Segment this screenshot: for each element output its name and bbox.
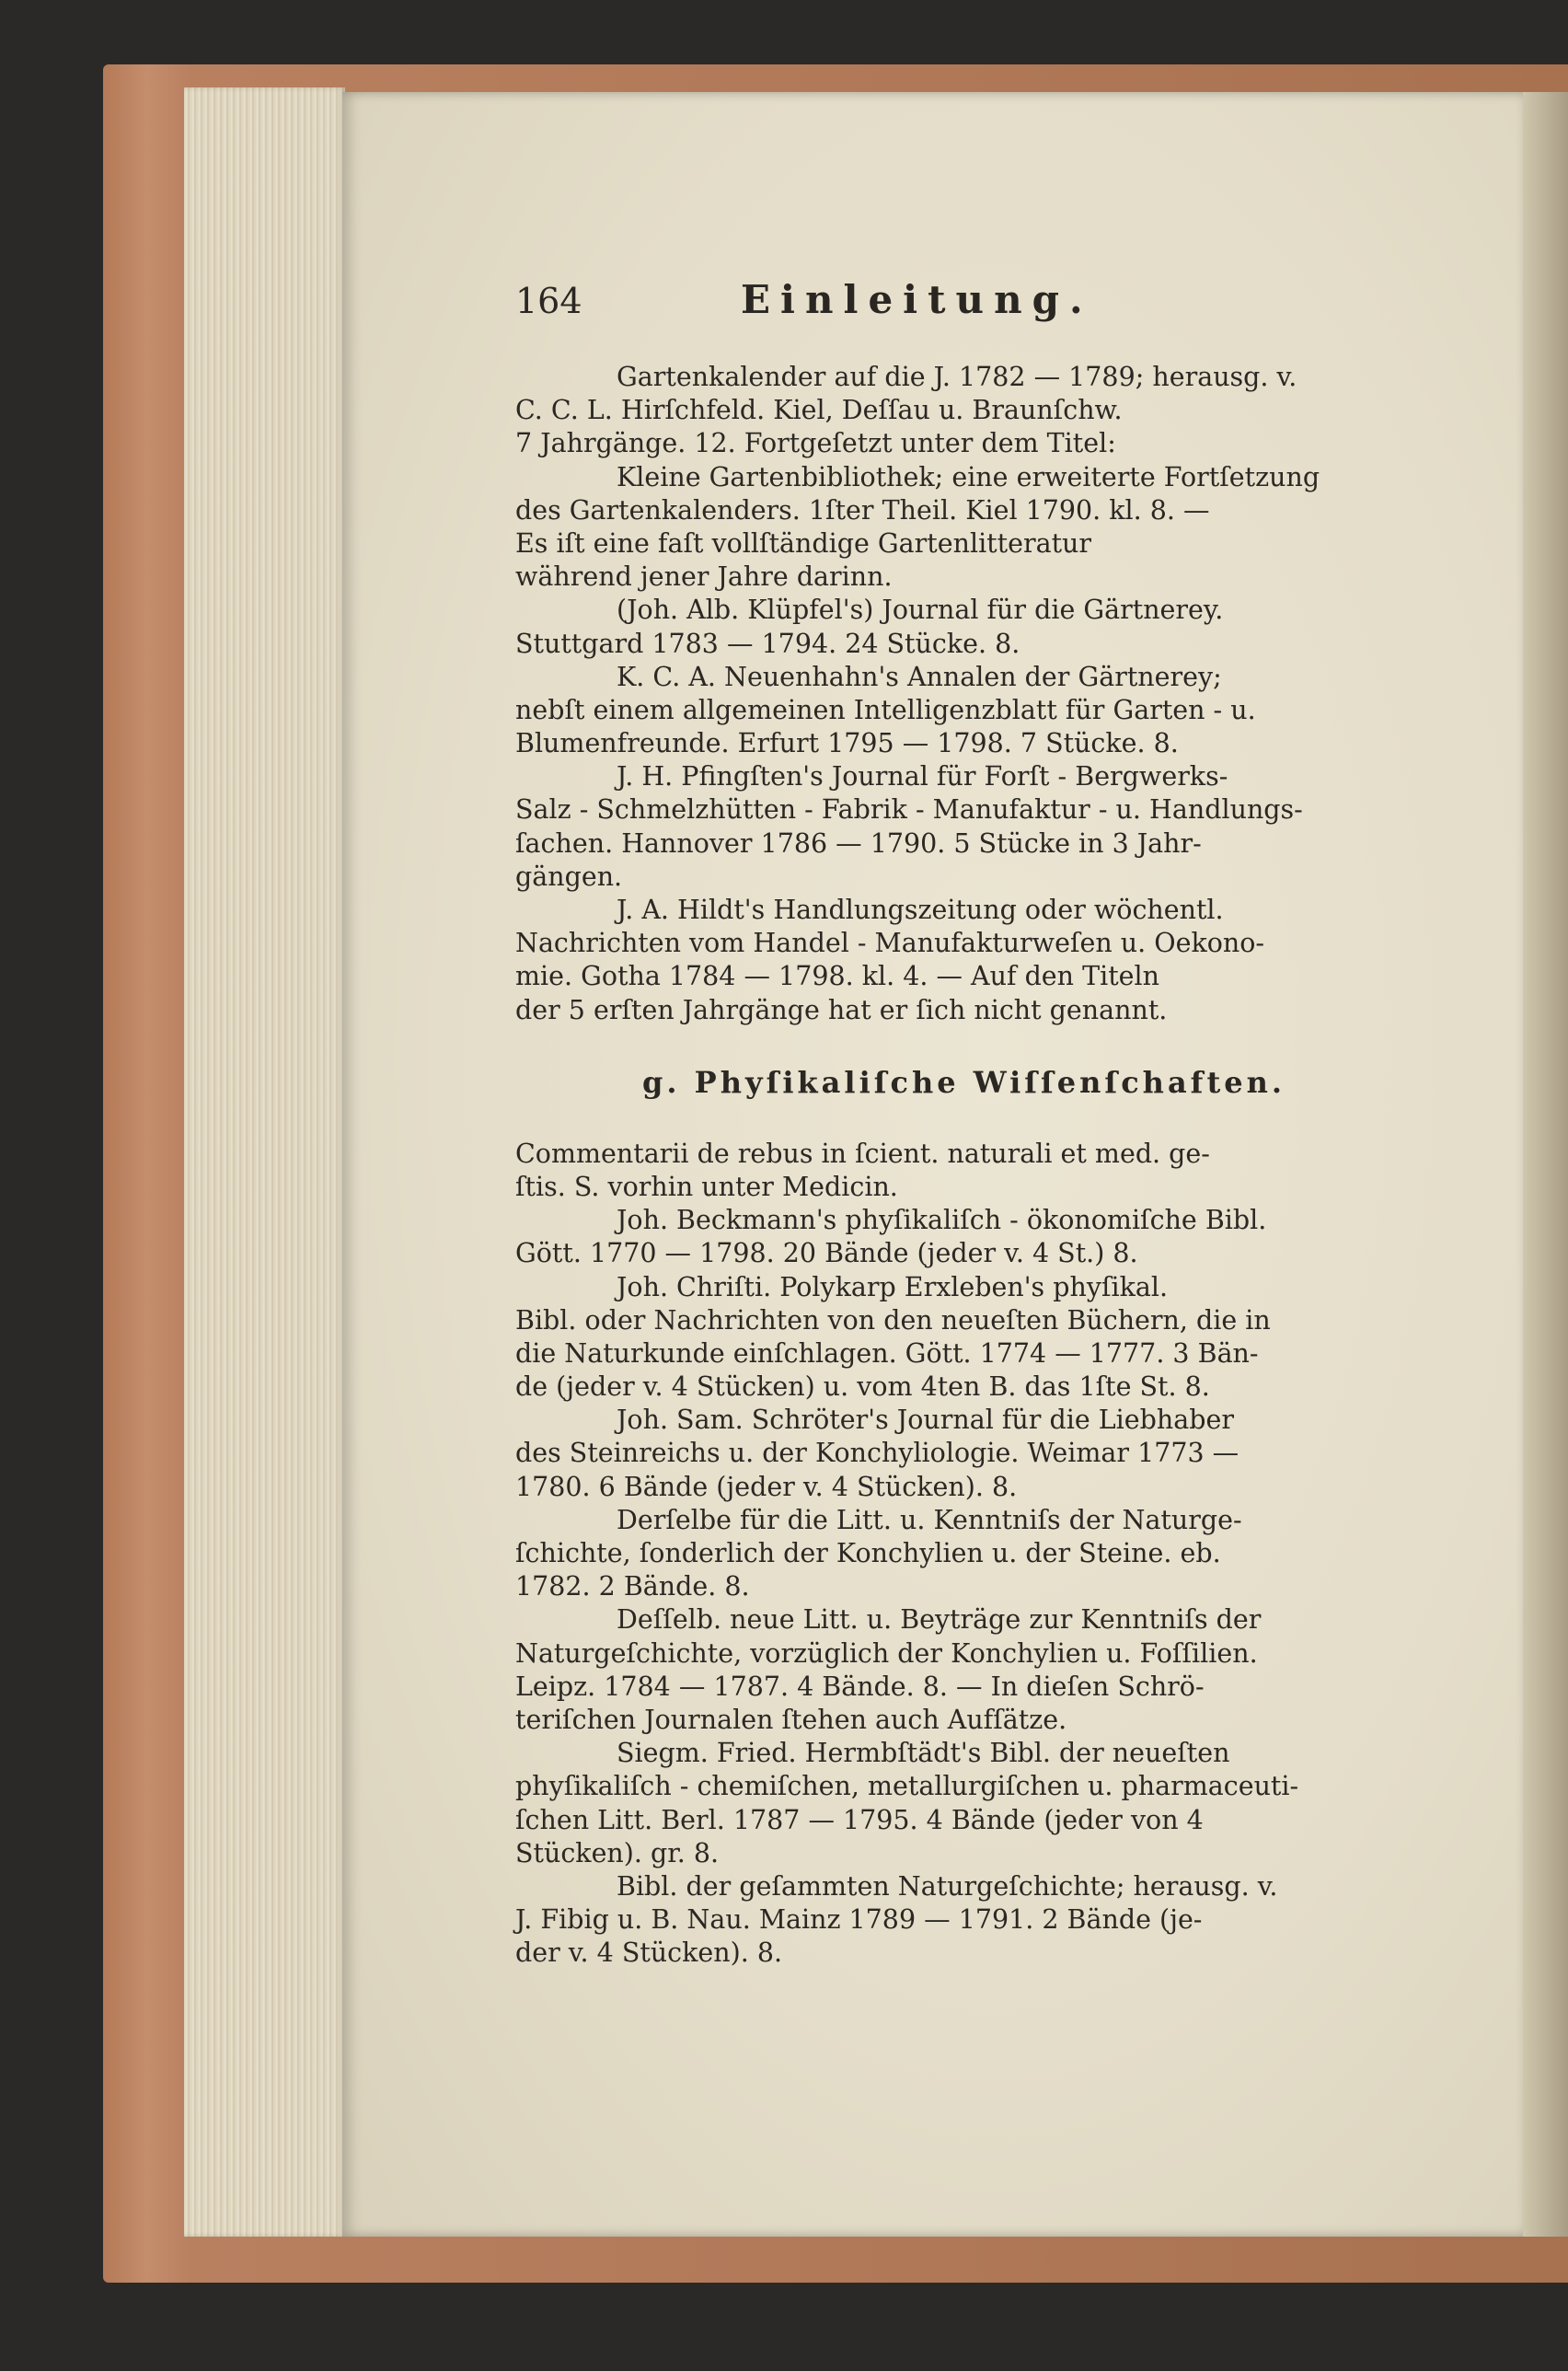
- text-line: Salz - Schmelzhütten - Fabrik - Manufaktur - u. Handlungs-: [515, 794, 1303, 826]
- text-line: de (jeder v. 4 Stücken) u. vom 4ten B. das 1ſte St. 8.: [515, 1371, 1210, 1403]
- text-line: (Joh. Alb. Klüpfel's) Journal für die Gärtnerey.: [617, 595, 1224, 626]
- text-line: Joh. Beckmann's phyſikaliſch - ökonomiſche Bibl.: [617, 1205, 1267, 1236]
- text-line: Stücken). gr. 8.: [515, 1837, 720, 1868]
- page-header: [515, 277, 1251, 327]
- text-line: ſtis. S. vorhin unter Medicin.: [515, 1171, 898, 1202]
- text-line: der v. 4 Stücken). 8.: [515, 1937, 783, 1969]
- text-line: J. A. Hildt's Handlungszeitung oder wöchentl.: [617, 895, 1224, 925]
- section-heading: g. Phyſikaliſche Wiſſenſchaften.: [642, 1064, 1286, 1100]
- text-line: 1780. 6 Bände (jeder v. 4 Stücken). 8.: [515, 1471, 1018, 1502]
- text-line: ſachen. Hannover 1786 — 1790. 5 Stücke in 3 Jahr-: [515, 827, 1202, 859]
- text-line: 1782. 2 Bände. 8.: [515, 1571, 750, 1602]
- text-line: Siegm. Fried. Hermbſtädt's Bibl. der neueſten: [617, 1738, 1230, 1769]
- text-line: Leipz. 1784 — 1787. 4 Bände. 8. — In dieſen Schrö-: [515, 1671, 1205, 1702]
- text-line: Joh. Chriſti. Polykarp Erxleben's phyſikal.: [617, 1271, 1169, 1302]
- page-body: [515, 361, 1426, 1970]
- text-line: Gartenkalender auf die J. 1782 — 1789; herausg. v.: [617, 362, 1297, 392]
- running-head: Einleitung.: [741, 277, 1093, 322]
- page-number: 164: [515, 281, 582, 321]
- text-line: Bibl. der geſammten Naturgeſchichte; herausg. v.: [617, 1870, 1278, 1902]
- text-line: gängen.: [515, 861, 623, 892]
- text-line: phyſikaliſch - chemiſchen, metallurgiſchen u. pharmaceuti-: [515, 1771, 1299, 1802]
- text-line: Deſſelb. neue Litt. u. Beyträge zur Kenntniſs der: [617, 1604, 1262, 1636]
- text-line: des Gartenkalenders. 1ſter Theil. Kiel 1790. kl. 8. —: [515, 494, 1210, 526]
- text-line: des Steinreichs u. der Konchyliologie. Weimar 1773 —: [515, 1438, 1239, 1469]
- text-line: J. Fibig u. B. Nau. Mainz 1789 — 1791. 2 Bände (je-: [515, 1904, 1203, 1936]
- text-line: Joh. Sam. Schröter's Journal für die Liebhaber: [617, 1405, 1234, 1436]
- text-line: 7 Jahrgänge. 12. Fortgeſetzt unter dem Titel:: [515, 428, 1116, 459]
- text-line: der 5 erſten Jahrgänge hat er ſich nicht genannt.: [515, 994, 1168, 1025]
- text-line: Nachrichten vom Handel - Manufakturweſen u. Oekono-: [515, 928, 1265, 959]
- text-line: C. C. L. Hirſchfeld. Kiel, Deſſau u. Braunſchw.: [515, 395, 1123, 426]
- text-block-physikalisch: [515, 1138, 1426, 1971]
- text-line: K. C. A. Neuenhahn's Annalen der Gärtnerey;: [617, 661, 1222, 692]
- text-line: Kleine Gartenbibliothek; eine erweiterte Fortſetzung: [617, 461, 1320, 492]
- text-line: die Naturkunde einſchlagen. Gött. 1774 — 1777. 3 Bän-: [515, 1337, 1259, 1369]
- text-line: teriſchen Journalen ſtehen auch Aufſätze.: [515, 1704, 1067, 1735]
- text-line: Bibl. oder Nachrichten von den neueſten Büchern, die in: [515, 1304, 1271, 1336]
- text-line: Es iſt eine faſt vollſtändige Gartenlitteratur: [515, 527, 1091, 559]
- text-line: ſchichte, ſonderlich der Konchylien u. der Steine. eb.: [515, 1538, 1221, 1568]
- text-line: nebſt einem allgemeinen Intelligenzblatt für Garten - u.: [515, 694, 1256, 725]
- text-line: Stuttgard 1783 — 1794. 24 Stücke. 8.: [515, 628, 1020, 659]
- text-line: Commentarii de rebus in ſcient. naturali et med. ge-: [515, 1138, 1210, 1169]
- text-line: mie. Gotha 1784 — 1798. kl. 4. — Auf den Titeln: [515, 961, 1160, 992]
- text-block-gartenkalender: [515, 361, 1426, 1027]
- text-line: Naturgeſchichte, vorzüglich der Konchylien u. Foſſilien.: [515, 1637, 1258, 1669]
- text-line: Derſelbe für die Litt. u. Kenntniſs der Naturge-: [617, 1504, 1242, 1535]
- text-line: ſchen Litt. Berl. 1787 — 1795. 4 Bände (jeder von 4: [515, 1804, 1204, 1835]
- text-line: Gött. 1770 — 1798. 20 Bände (jeder v. 4 St.) 8.: [515, 1238, 1138, 1269]
- text-line: während jener Jahre darinn.: [515, 561, 893, 593]
- text-line: J. H. Pfingſten's Journal für Forſt - Bergwerks-: [617, 761, 1228, 792]
- page-stack-edge: [184, 87, 345, 2237]
- book-gutter: [1523, 92, 1568, 2237]
- text-line: Blumenfreunde. Erfurt 1795 — 1798. 7 Stücke. 8.: [515, 728, 1179, 759]
